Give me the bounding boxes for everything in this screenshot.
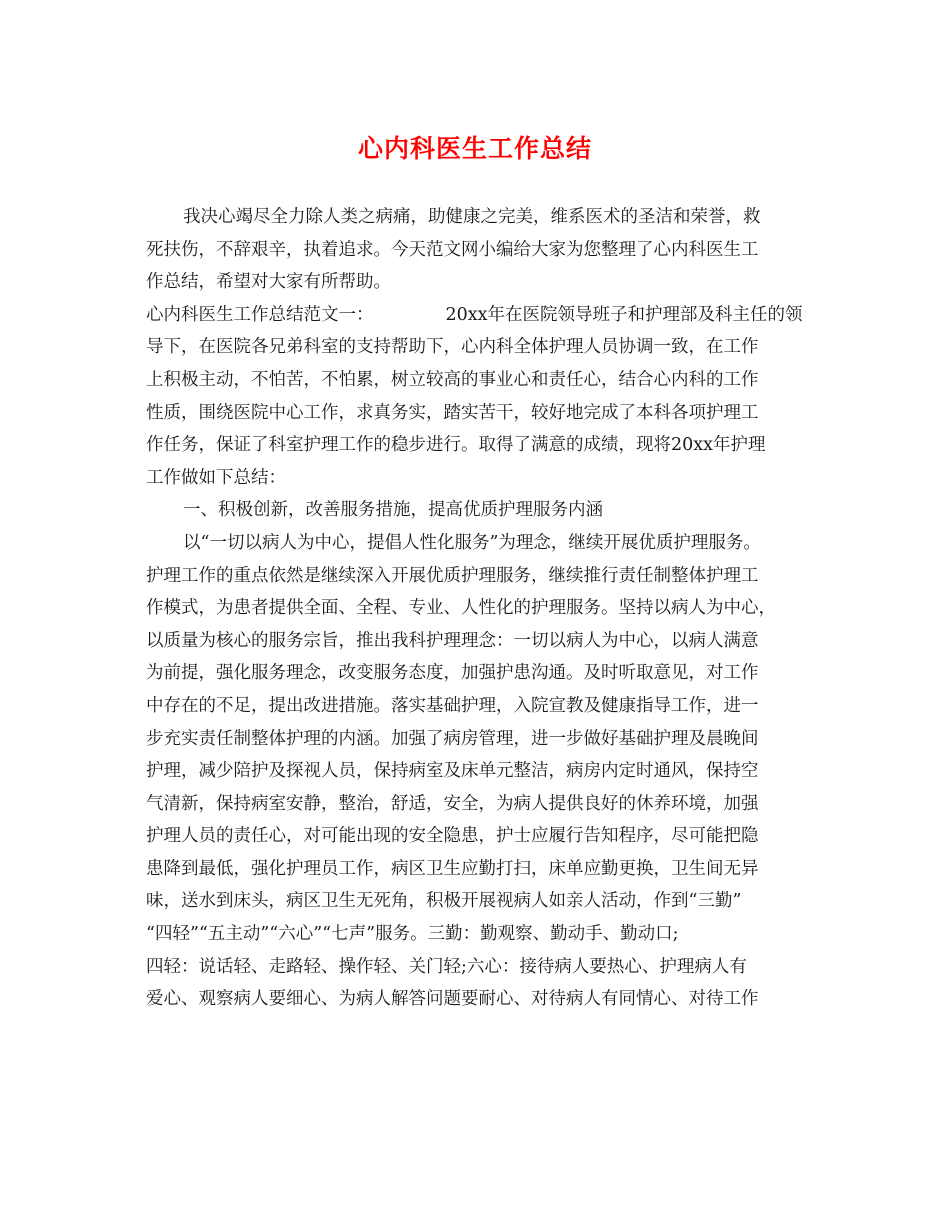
paragraph-line: 步充实责任制整体护理的内涵。加强了病房管理，进一步做好基础护理及晨晚间 [146,728,759,749]
paragraph-line: 作模式，为患者提供全面、全程、专业、人性化的护理服务。坚持以病人为中心， [146,598,776,619]
paragraph-line: 我决心竭尽全力除人类之病痛，助健康之完美，维系医术的圣洁和荣誉，救 [183,207,761,227]
paragraph-line: 作总结，希望对大家有所帮助。 [146,272,391,293]
paragraph-line: 四轻：说话轻、走路轻、操作轻、关门轻;六心：接待病人要热心、护理病人有 [146,956,747,977]
paragraph-line: 味，送水到床头，病区卫生无死角，积极开展视病人如亲人活动，作到“三勤” [146,891,742,912]
paragraph-line: 护理工作的重点依然是继续深入开展优质护理服务，继续推行责任制整体护理工 [146,565,759,586]
paragraph-line: 工作做如下总结： [146,467,286,488]
paragraph-line: 作任务，保证了科室护理工作的稳步进行。取得了满意的成绩，现将20xx年护理 [146,435,766,456]
paragraph-line: 性质，围绕医院中心工作，求真务实，踏实苦干，较好地完成了本科各项护理工 [146,402,759,423]
section-heading: 一、积极创新，改善服务措施，提高优质护理服务内涵 [183,500,603,521]
paragraph-line: 气清新，保持病室安静，整治，舒适，安全，为病人提供良好的休养环境，加强 [146,793,759,814]
paragraph-line: 以质量为核心的服务宗旨，推出我科护理理念：一切以病人为中心，以病人满意 [146,630,759,651]
document-body [146,201,806,1016]
section-heading: 心内科医生工作总结范文一： [146,304,374,325]
paragraph-line: 为前提，强化服务理念，改变服务态度，加强护患沟通。及时听取意见，对工作 [146,663,759,684]
paragraph-line [146,299,806,332]
paragraph-line: 以“一切以病人为中心，提倡人性化服务”为理念，继续开展优质护理服务。 [183,532,761,553]
paragraph-line: 死扶伤，不辞艰辛，执着追求。今天范文网小编给大家为您整理了心内科医生工 [146,239,759,260]
paragraph-line: 爱心、观察病人要细心、为病人解答问题要耐心、对待病人有同情心、对待工作 [146,989,759,1010]
paragraph-line: 护理，减少陪护及探视人员，保持病室及床单元整洁，病房内定时通风，保持空 [146,761,759,782]
paragraph-line: 上积极主动，不怕苦，不怕累，树立较高的事业心和责任心，结合心内科的工作 [146,369,759,390]
paragraph-line: 患降到最低，强化护理员工作，病区卫生应勤打扫，床单应勤更换，卫生间无异 [146,858,759,879]
document-title: 心内科医生工作总结 [357,134,592,163]
paragraph-text: 20xx年在医院领导班子和护理部及科主任的领 [445,304,803,325]
paragraph-line: 护理人员的责任心，对可能出现的安全隐患，护士应履行告知程序，尽可能把隐 [146,826,759,847]
paragraph-line: 中存在的不足，提出改进措施。落实基础护理，入院宣教及健康指导工作，进一 [146,695,759,716]
paragraph-line: “四轻”“五主动”“六心”“七声”服务。三勤：勤观察、勤动手、勤动口; [146,924,679,945]
paragraph-line: 导下，在医院各兄弟科室的支持帮助下，心内科全体护理人员协调一致，在工作 [146,337,759,358]
